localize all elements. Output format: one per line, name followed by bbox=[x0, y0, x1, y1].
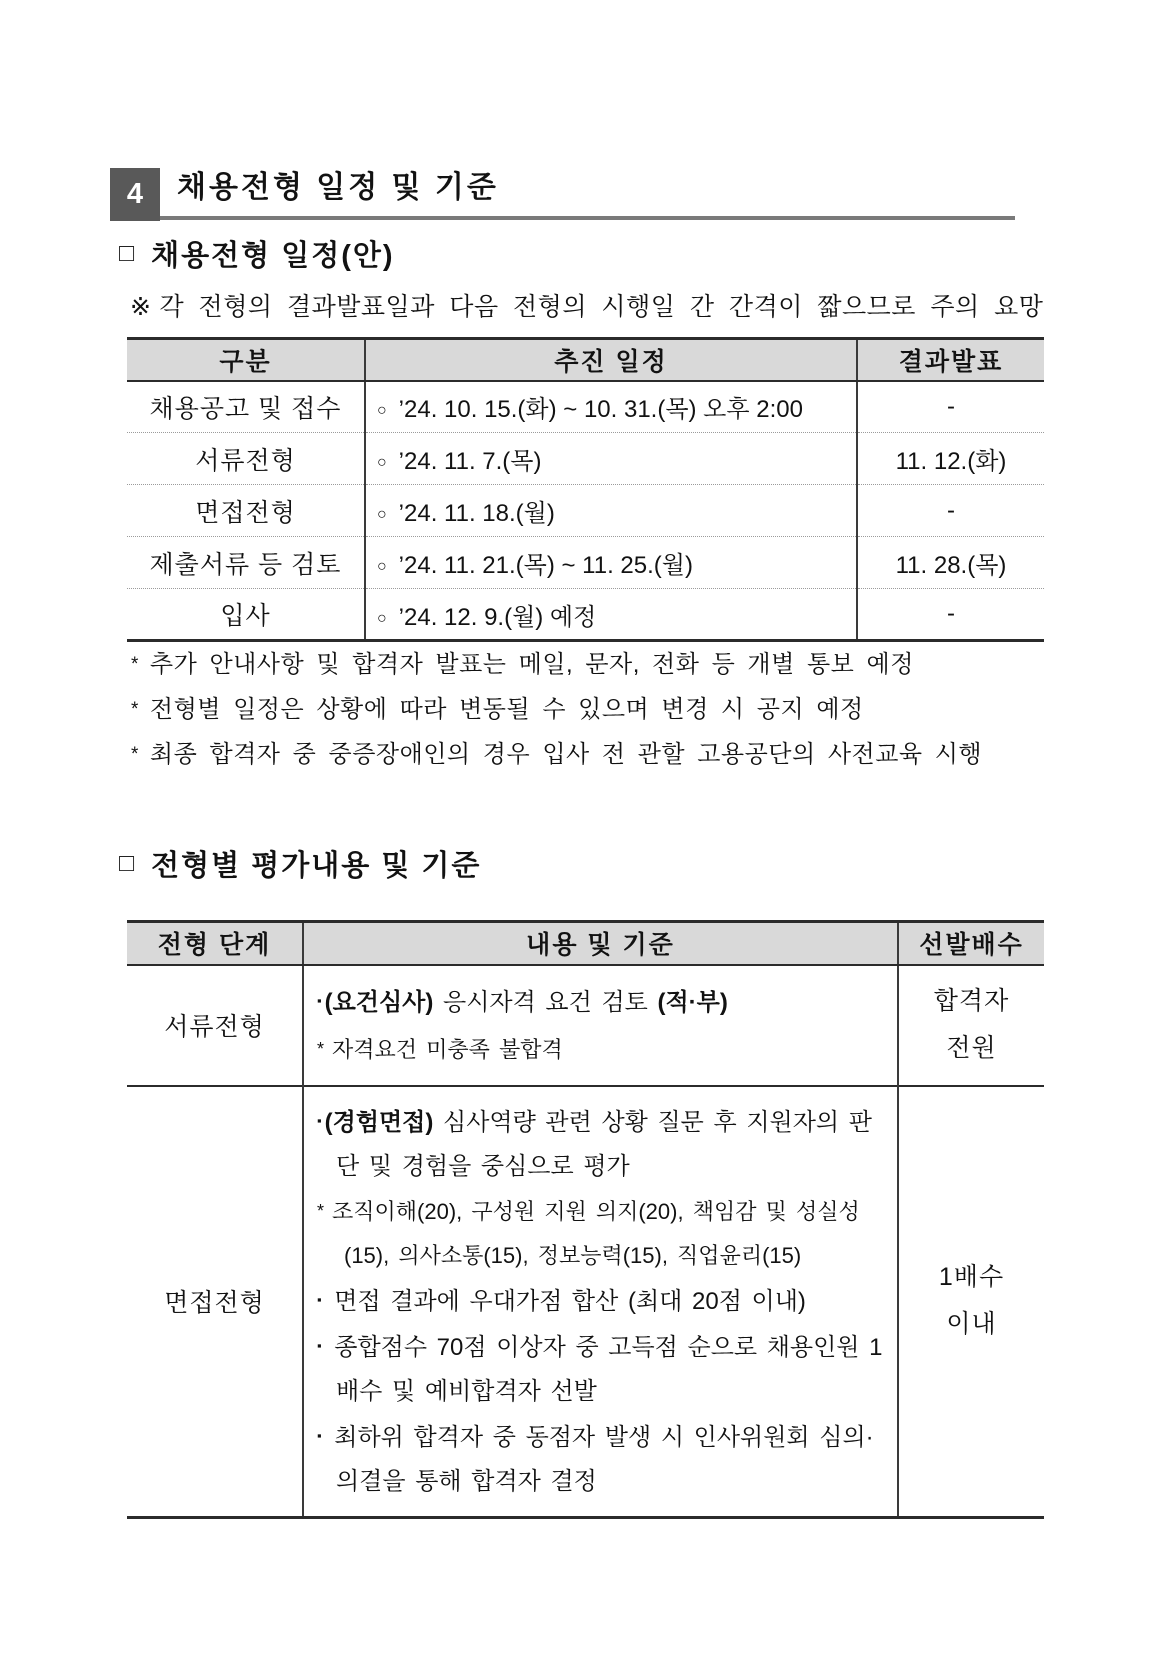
criteria-subnote bbox=[317, 1026, 889, 1073]
footnote-item bbox=[131, 696, 1046, 724]
schedule-table-header-row bbox=[127, 339, 1044, 381]
criteria-table-header-row bbox=[127, 922, 1044, 965]
column-header-category: 구분 bbox=[127, 339, 365, 381]
column-header-result: 결과발표 bbox=[857, 339, 1044, 381]
schedule-cell bbox=[365, 589, 857, 641]
section-number-badge: 4 bbox=[110, 168, 160, 221]
schedule-notice bbox=[130, 287, 1045, 323]
category-cell: 입사 bbox=[127, 589, 365, 641]
asterisk-icon: * bbox=[317, 1038, 325, 1059]
square-outline-icon: □ bbox=[119, 849, 137, 877]
schedule-footnotes bbox=[131, 651, 1046, 786]
asterisk-icon: * bbox=[317, 1200, 325, 1221]
result-cell: 11. 12.(화) bbox=[857, 433, 1044, 485]
criteria-heading-label: 전형별 평가내용 및 기준 bbox=[151, 850, 482, 882]
quota-line: 합격자 bbox=[933, 987, 1010, 1015]
schedule-cell bbox=[365, 537, 857, 589]
criteria-item-text: 심사역량 관련 상황 질문 후 지원자의 판단 및 경험을 중심으로 평가 bbox=[336, 1108, 872, 1180]
result-cell: - bbox=[857, 589, 1044, 641]
criteria-item-text: 최하위 합격자 중 동점자 발생 시 인사위원회 심의·의결을 통해 합격자 결정 bbox=[324, 1423, 874, 1495]
footnote-text: 추가 안내사항 및 합격자 발표는 메일, 문자, 전화 등 개별 통보 예정 bbox=[149, 651, 914, 678]
column-header-content: 내용 및 기준 bbox=[303, 922, 898, 965]
page-title: 채용전형 일정 및 기준 bbox=[177, 171, 499, 204]
section-header bbox=[110, 162, 1015, 220]
criteria-item-text: 면접 결과에 우대가점 합산 (최대 20점 이내) bbox=[324, 1287, 806, 1315]
schedule-cell-text: ’24. 12. 9.(월) 예정 bbox=[398, 603, 597, 631]
schedule-cell-text: ’24. 11. 21.(목) ~ 11. 25.(월) bbox=[398, 552, 693, 579]
footnote-text: 전형별 일정은 상황에 따라 변동될 수 있으며 변경 시 공지 예정 bbox=[149, 696, 864, 723]
circle-bullet-icon: ○ bbox=[377, 609, 387, 627]
schedule-cell bbox=[365, 381, 857, 433]
square-bullet-icon: ▪ bbox=[317, 1291, 322, 1307]
criteria-item bbox=[317, 1324, 889, 1414]
footnote-item bbox=[131, 651, 1046, 679]
criteria-subnote-text: 조직이해(20), 구성원 지원 의지(20), 책임감 및 성실성(15), 의사소통(15), 정보능력(15), 직업윤리(15) bbox=[332, 1198, 860, 1268]
category-cell: 면접전형 bbox=[127, 485, 365, 537]
asterisk-icon: * bbox=[131, 744, 139, 765]
circle-bullet-icon: ○ bbox=[377, 454, 387, 471]
result-cell: 11. 28.(목) bbox=[857, 537, 1044, 589]
circle-bullet-icon: ○ bbox=[377, 506, 387, 523]
criteria-item bbox=[317, 1414, 889, 1504]
square-bullet-icon: ▪ bbox=[317, 1112, 322, 1128]
schedule-cell bbox=[365, 485, 857, 537]
circle-bullet-icon: ○ bbox=[377, 558, 387, 575]
column-header-schedule: 추진 일정 bbox=[365, 339, 857, 381]
schedule-notice-text: 각 전형의 결과발표일과 다음 전형의 시행일 간 간격이 짧으므로 주의 요망 bbox=[159, 293, 1044, 321]
asterisk-icon: * bbox=[131, 699, 139, 720]
schedule-table bbox=[127, 337, 1044, 642]
category-cell: 서류전형 bbox=[127, 433, 365, 485]
stage-cell: 서류전형 bbox=[164, 1013, 265, 1041]
criteria-item-bold: (적·부) bbox=[657, 988, 728, 1016]
criteria-item-text: 종합점수 70점 이상자 중 고득점 순으로 채용인원 1배수 및 예비합격자 선발 bbox=[324, 1333, 883, 1405]
criteria-section-heading bbox=[119, 843, 481, 884]
quota-cell bbox=[898, 965, 1044, 1086]
schedule-cell-text: ’24. 11. 18.(월) bbox=[398, 500, 555, 527]
criteria-item bbox=[317, 1099, 889, 1189]
criteria-item-bold: (요건심사) bbox=[324, 988, 434, 1016]
category-cell: 제출서류 등 검토 bbox=[127, 537, 365, 589]
criteria-item-text: 응시자격 요건 검토 bbox=[433, 988, 658, 1016]
square-bullet-icon: ▪ bbox=[317, 1337, 322, 1353]
quota-line: 1배수 bbox=[938, 1263, 1005, 1291]
table-row bbox=[127, 589, 1044, 641]
table-row bbox=[127, 1086, 1044, 1518]
criteria-table bbox=[127, 920, 1044, 1519]
square-bullet-icon: ▪ bbox=[317, 1427, 322, 1443]
square-bullet-icon: ▪ bbox=[317, 992, 322, 1008]
table-row bbox=[127, 485, 1044, 537]
criteria-subnote-text: 자격요건 미충족 불합격 bbox=[332, 1036, 563, 1062]
schedule-cell-text: ’24. 11. 7.(목) bbox=[398, 448, 542, 475]
schedule-section-heading bbox=[119, 233, 395, 274]
quota-line: 이내 bbox=[946, 1310, 997, 1338]
content-cell bbox=[303, 1086, 898, 1518]
footnote-item bbox=[131, 741, 1046, 769]
result-cell: - bbox=[857, 485, 1044, 537]
footnote-text: 최종 합격자 중 중증장애인의 경우 입사 전 관할 고용공단의 사전교육 시행 bbox=[149, 741, 983, 768]
table-row bbox=[127, 433, 1044, 485]
criteria-item bbox=[317, 978, 889, 1026]
circle-bullet-icon: ○ bbox=[377, 402, 387, 420]
column-header-stage: 전형 단계 bbox=[127, 922, 303, 965]
quota-line: 전원 bbox=[946, 1034, 997, 1062]
schedule-cell bbox=[365, 433, 857, 485]
criteria-item-bold: (경험면접) bbox=[324, 1108, 434, 1136]
category-cell: 채용공고 및 접수 bbox=[149, 394, 342, 423]
table-row bbox=[127, 381, 1044, 433]
table-row bbox=[127, 965, 1044, 1086]
schedule-cell-text: ’24. 10. 15.(화) ~ 10. 31.(목) 오후 2:00 bbox=[398, 396, 803, 424]
criteria-subnote bbox=[317, 1189, 889, 1278]
reference-mark-icon: ※ bbox=[130, 293, 152, 321]
asterisk-icon: * bbox=[131, 654, 139, 675]
content-cell bbox=[303, 965, 898, 1086]
table-row bbox=[127, 537, 1044, 589]
column-header-quota: 선발배수 bbox=[898, 922, 1044, 965]
result-cell: - bbox=[857, 381, 1044, 433]
schedule-heading-label: 채용전형 일정(안) bbox=[151, 240, 395, 272]
stage-cell: 면접전형 bbox=[127, 1086, 303, 1518]
quota-cell bbox=[898, 1086, 1044, 1518]
criteria-item bbox=[317, 1278, 889, 1324]
square-outline-icon: □ bbox=[119, 239, 137, 267]
